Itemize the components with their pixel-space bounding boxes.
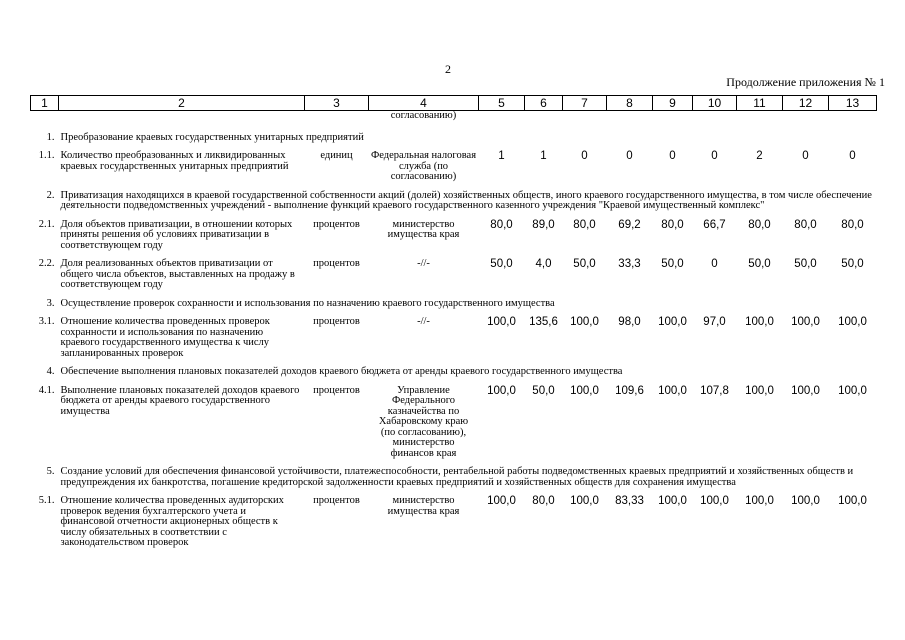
header-cell: 4 bbox=[369, 96, 479, 111]
row-value: 100,0 bbox=[487, 316, 516, 328]
section-index: 5. bbox=[46, 466, 55, 477]
section-row bbox=[31, 299, 877, 310]
row-value: 100,0 bbox=[487, 495, 516, 507]
header-cell: 2 bbox=[59, 96, 305, 111]
section-index: 1. bbox=[46, 131, 55, 143]
row-value: 100,0 bbox=[658, 495, 687, 507]
section-row bbox=[31, 367, 877, 378]
row-value: 80,0 bbox=[794, 218, 817, 231]
row-value: 100,0 bbox=[745, 384, 774, 397]
header-cell: 10 bbox=[693, 96, 737, 111]
row-value: 50,0 bbox=[661, 258, 684, 270]
table-row bbox=[31, 259, 877, 291]
indicators-table bbox=[30, 95, 877, 549]
row-value: 100,0 bbox=[700, 495, 729, 507]
row-value: 33,3 bbox=[618, 258, 641, 270]
row-unit: процентов bbox=[313, 258, 360, 269]
row-value: 50,0 bbox=[532, 384, 555, 397]
table-row bbox=[31, 386, 877, 460]
row-value: 80,0 bbox=[748, 218, 771, 231]
row-source: Федеральная налоговая служба (по согласованию) bbox=[370, 150, 477, 182]
row-index: 3.1. bbox=[38, 316, 55, 327]
row-index: 2.1. bbox=[38, 218, 55, 230]
row-value: 1 bbox=[498, 150, 505, 162]
row-name: Доля объектов приватизации, в отношении которых приняты решения об условиях приватизации в соответствующем году bbox=[60, 218, 293, 251]
section-row bbox=[31, 133, 877, 144]
row-value: 109,6 bbox=[615, 384, 644, 397]
row-unit: единиц bbox=[320, 150, 353, 161]
section-index: 4. bbox=[46, 366, 55, 377]
row-value: 0 bbox=[802, 150, 809, 162]
row-value: 135,6 bbox=[529, 316, 558, 328]
row-value: 50,0 bbox=[490, 258, 513, 270]
table-row bbox=[31, 496, 877, 549]
row-name: Доля реализованных объектов приватизации от общего числа объектов, выставленных на продажу в соответствующем году bbox=[60, 258, 295, 290]
row-value: 100,0 bbox=[791, 495, 820, 507]
row-value: 50,0 bbox=[841, 258, 864, 270]
row-value: 66,7 bbox=[703, 218, 726, 231]
row-index: 4.1. bbox=[38, 384, 55, 396]
row-unit: процентов bbox=[313, 495, 360, 506]
row-index: 5.1. bbox=[38, 495, 55, 506]
carry-over-text: согласованию) bbox=[390, 110, 457, 121]
header-cell: 11 bbox=[737, 96, 783, 111]
row-value: 83,33 bbox=[615, 495, 644, 507]
section-title: Создание условий для обеспечения финансовой устойчивости, платежеспособности, рентабельной работы подведомственных краевых предприятий и хозяйственных обществ и предупреждения их банкротства, погашение кредиторской задолженности краевых предприятий и хозяйственных обществ для сохранения имущества bbox=[60, 466, 854, 488]
carry-over-row bbox=[31, 111, 877, 125]
row-value: 100,0 bbox=[791, 316, 820, 328]
section-index: 3. bbox=[46, 297, 55, 309]
section-title: Осуществление проверок сохранности и использования по назначению краевого государственного имущества bbox=[60, 297, 555, 309]
section-title: Преобразование краевых государственных унитарных предприятий bbox=[60, 131, 364, 143]
row-value: 4,0 bbox=[535, 258, 552, 270]
header-cell: 6 bbox=[525, 96, 563, 111]
header-row bbox=[31, 96, 877, 111]
row-value: 97,0 bbox=[703, 316, 726, 328]
row-index: 2.2. bbox=[38, 258, 55, 269]
row-value: 100,0 bbox=[838, 316, 867, 328]
row-value: 0 bbox=[626, 150, 633, 162]
row-source: -//- bbox=[417, 258, 430, 269]
row-value: 89,0 bbox=[532, 218, 555, 231]
row-value: 100,0 bbox=[791, 384, 820, 397]
row-value: 80,0 bbox=[661, 218, 684, 231]
row-value: 100,0 bbox=[745, 316, 774, 328]
row-value: 100,0 bbox=[570, 384, 599, 397]
row-value: 80,0 bbox=[532, 495, 555, 507]
row-source: Управление Федерального казначейства по Хабаровскому краю (по согласованию), министерство финансов края bbox=[378, 384, 469, 459]
section-row bbox=[31, 467, 877, 488]
table-row bbox=[31, 317, 877, 359]
row-value: 50,0 bbox=[794, 258, 817, 270]
row-value: 100,0 bbox=[745, 495, 774, 507]
section-row bbox=[31, 191, 877, 212]
row-value: 69,2 bbox=[618, 218, 641, 231]
row-value: 0 bbox=[669, 150, 676, 162]
row-value: 0 bbox=[711, 150, 718, 162]
section-index: 2. bbox=[46, 189, 55, 201]
row-value: 100,0 bbox=[838, 495, 867, 507]
row-value: 100,0 bbox=[658, 316, 687, 328]
row-value: 98,0 bbox=[618, 316, 641, 328]
row-value: 2 bbox=[756, 150, 763, 162]
row-value: 100,0 bbox=[487, 384, 516, 397]
row-value: 100,0 bbox=[570, 495, 599, 507]
row-name: Выполнение плановых показателей доходов краевого бюджета от аренды краевого государственного имущества bbox=[60, 384, 300, 417]
row-value: 1 bbox=[540, 150, 547, 162]
row-value: 0 bbox=[711, 258, 718, 270]
continuation-label: Продолжение приложения № 1 bbox=[726, 75, 885, 89]
header-cell: 5 bbox=[479, 96, 525, 111]
row-unit: процентов bbox=[313, 316, 360, 327]
row-source: министерство имущества края bbox=[387, 495, 460, 517]
header-cell: 3 bbox=[305, 96, 369, 111]
row-value: 50,0 bbox=[573, 258, 596, 270]
row-value: 50,0 bbox=[748, 258, 771, 270]
row-value: 100,0 bbox=[658, 384, 687, 397]
page-number: 2 bbox=[445, 62, 451, 76]
row-name: Отношение количества проведенных аудиторских проверок ведения бухгалтерского учета и финансовой отчетности акционерных обществ к числу обязательных в соответствии с законодательством проверок bbox=[60, 495, 284, 548]
row-value: 80,0 bbox=[490, 218, 513, 231]
header-cell: 9 bbox=[653, 96, 693, 111]
section-title: Приватизация находящихся в краевой государственной собственности акций (долей) хозяйственных обществ, иного краевого государственного имущества, в том числе обеспечение деятельности подведомственных учреждений - выполнение функций краевого государственного казенного учреждения "Краевой имущественный комплекс" bbox=[60, 189, 872, 211]
row-unit: процентов bbox=[313, 218, 360, 230]
row-value: 100,0 bbox=[570, 316, 599, 328]
table-row bbox=[31, 220, 877, 252]
row-source: министерство имущества края bbox=[387, 218, 460, 240]
row-value: 100,0 bbox=[838, 384, 867, 397]
row-value: 0 bbox=[849, 150, 856, 162]
header-cell: 1 bbox=[31, 96, 59, 111]
table-row bbox=[31, 151, 877, 183]
section-title: Обеспечение выполнения плановых показателей доходов краевого бюджета от аренды краевого государственного имущества bbox=[60, 366, 623, 377]
header-cell: 8 bbox=[607, 96, 653, 111]
row-source: -//- bbox=[417, 316, 430, 327]
header-cell: 12 bbox=[783, 96, 829, 111]
row-unit: процентов bbox=[313, 384, 360, 396]
row-value: 0 bbox=[581, 150, 588, 162]
row-name: Отношение количества проведенных проверок сохранности и использования по назначению краевого государственного имущества к числу запланированных проверок bbox=[60, 316, 270, 359]
row-index: 1.1. bbox=[38, 150, 55, 161]
row-value: 107,8 bbox=[700, 384, 729, 397]
header-cell: 13 bbox=[829, 96, 877, 111]
row-name: Количество преобразованных и ликвидированных краевых государственных унитарных предприятий bbox=[60, 150, 289, 172]
row-value: 80,0 bbox=[573, 218, 596, 231]
row-value: 80,0 bbox=[841, 218, 864, 231]
header-cell: 7 bbox=[563, 96, 607, 111]
